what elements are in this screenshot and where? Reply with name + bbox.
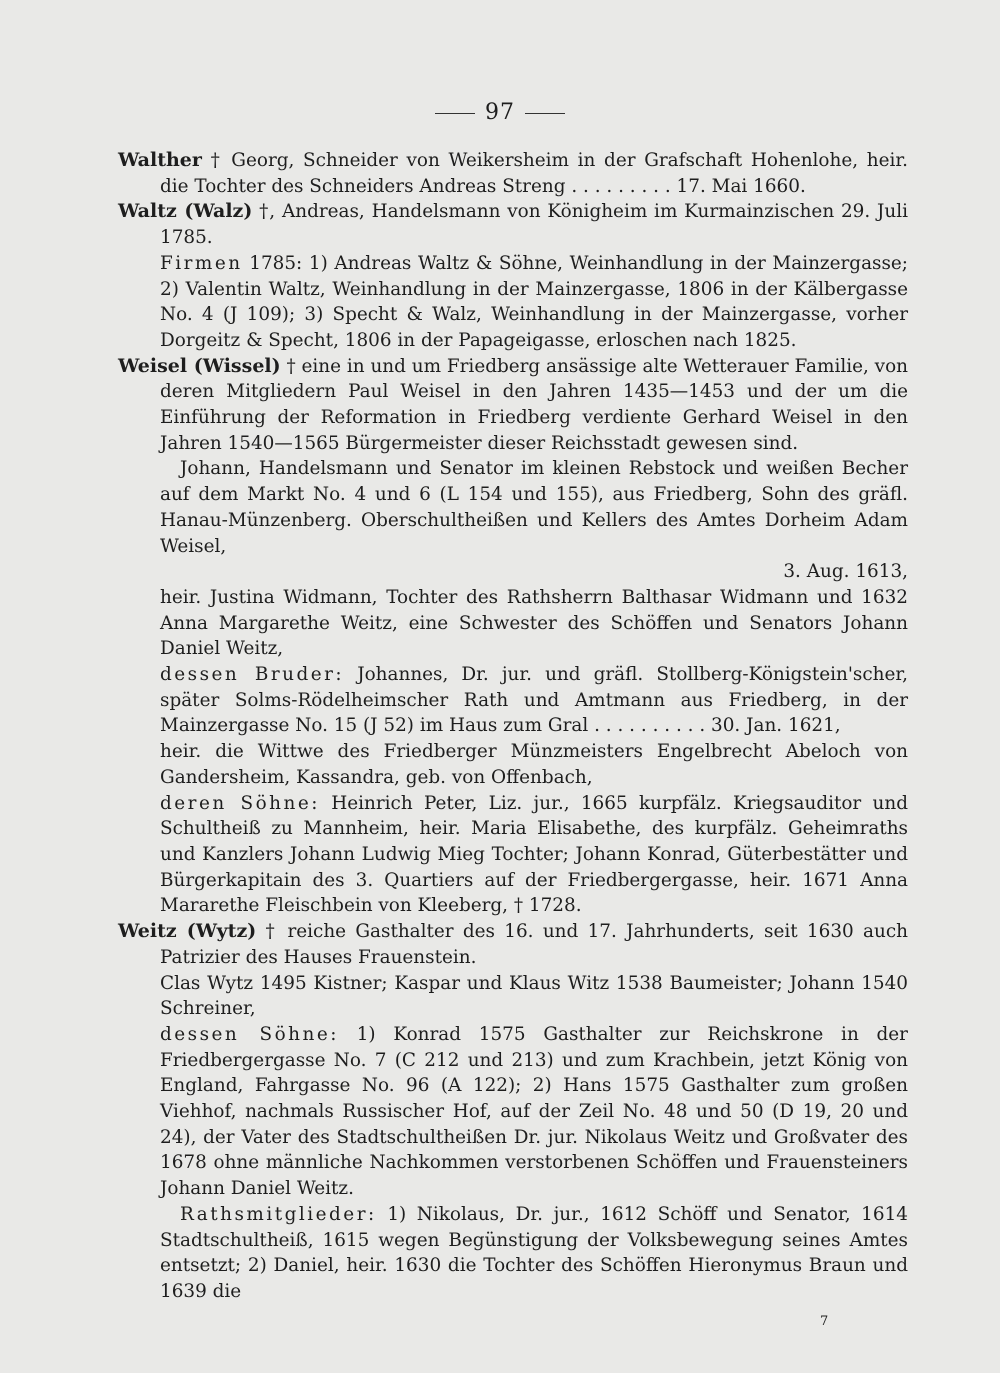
page-number: 97 — [485, 100, 515, 125]
sub-text: 1) Konrad 1575 Gasthalter zur Reichskrone in der Friedbergergasse No. 7 (C 212 und 213) und zum Krachbein, jetzt König von England, Fahrgasse No. 96 (A 122); 2) Hans 1575 Gasthalter zum großen Viehhof, nachmals Russischer Hof, auf der Zeil No. 48 und 50 (D 19, 20 und 24), der Vater des Stadtschultheißen Dr. jur. Nikolaus Weitz und Großvater des 1678 ohne männliche Nachkommen verstorbenen Schöffen und Frauensteiners Johann Daniel Weitz. — [160, 1023, 908, 1200]
header-rule-left — [435, 113, 475, 114]
sub-text: heir. Justina Widmann, Tochter des Rathsherrn Balthasar Widmann und 1632 Anna Margarethe Weitz, eine Schwester des Schöffen und Senators Johann Daniel Weitz, — [160, 586, 908, 660]
sub-label: deren Söhne: — [160, 792, 320, 814]
entry-subparagraph — [118, 662, 908, 739]
headword: Weisel (Wissel) — [118, 354, 281, 377]
signature-mark: 7 — [820, 1314, 829, 1329]
headword: Walther — [118, 149, 202, 171]
entry-walther — [118, 148, 908, 199]
entry-subparagraph — [118, 971, 908, 1022]
entry-subparagraph — [118, 791, 908, 920]
page-header — [0, 100, 1000, 125]
sub-text: Johannes, Dr. jur. und gräfl. Stollberg-Königstein'scher, später Solms-Rödelheimscher Rath und Amtmann aus Friedberg, in der Mainzergasse No. 15 (J 52) im Haus zum Gral . . . . . . . . . . 30. Jan. 1621, — [160, 664, 908, 737]
sub-text: Heinrich Peter, Liz. jur., 1665 kurpfälz. Kriegsauditor und Schultheiß zu Mannheim, heir. Maria Elisabethe, des kurpfälz. Geheimraths und Kanzlers Johann Ludwig Mieg Tochter; Johann Konrad, Güterbestätter und Bürgerkapitain des 3. Quartiers auf der Friedbergergasse, heir. 1671 Anna Mararethe Fleischbein von Kleeberg, † 1728. — [160, 792, 908, 917]
sub-text: Clas Wytz 1495 Kistner; Kaspar und Klaus Witz 1538 Baumeister; Johann 1540 Schreiner, — [160, 972, 908, 1020]
entry-text: † eine in und um Friedberg ansässige alte Wetterauer Familie, von deren Mitgliedern Paul Weisel in den Jahren 1435—1453 und der um die Einführung der Reformation in Friedberg verdiente Gerhard Weisel in den Jahren 1540—1565 Bürgermeister dieser Reichsstadt gewesen sind. — [160, 355, 908, 454]
sub-text: 3. Aug. 1613, — [783, 561, 908, 583]
entry-subparagraph — [118, 585, 908, 662]
entry-text: †, Andreas, Handelsmann von Königheim im Kurmainzischen 29. Juli 1785. — [160, 201, 908, 249]
sub-label: Firmen — [160, 252, 243, 274]
entry-subparagraph — [118, 1022, 908, 1202]
headword: Weitz (Wytz) — [118, 920, 257, 943]
sub-label: dessen Söhne: — [160, 1023, 339, 1045]
sub-text: 1785: 1) Andreas Waltz & Söhne, Weinhandlung in der Mainzergasse; 2) Valentin Waltz, Weinhandlung in der Mainzergasse, 1806 in der Kälbergasse No. 4 (J 109); 3) Specht & Walz, Weinhandlung in der Mainzergasse, vorher Dorgeitz & Specht, 1806 in der Papageigasse, erloschen nach 1825. — [160, 252, 908, 351]
entry-subparagraph — [118, 1202, 908, 1305]
headword: Waltz (Walz) — [118, 200, 253, 223]
entry-subparagraph — [118, 251, 908, 354]
entry-subparagraph — [118, 456, 908, 559]
entry-text: † reiche Gasthalter des 16. und 17. Jahrhunderts, seit 1630 auch Patrizier des Hauses Frauenstein. — [160, 921, 908, 968]
header-rule-right — [525, 113, 565, 114]
entry-text: † Georg, Schneider von Weikersheim in der Grafschaft Hohenlohe, heir. die Tochter des Schneiders Andreas Streng . . . . . . . . . 17. Mai 1660. — [160, 150, 908, 197]
entry-waltz — [118, 199, 908, 250]
page-content — [118, 148, 908, 1305]
sub-text: 1) Nikolaus, Dr. jur., 1612 Schöff und Senator, 1614 Stadtschultheiß, 1615 wegen Begünstigung der Volksbewegung seines Amtes entsetzt; 2) Daniel, heir. 1630 die Tochter des Schöffen Hieronymus Braun und 1639 die — [160, 1203, 908, 1302]
sub-text: Johann, Handelsmann und Senator im kleinen Rebstock und weißen Becher auf dem Markt No. 4 und 6 (L 154 und 155), aus Friedberg, Sohn des gräfl. Hanau-Münzenberg. Oberschultheißen und Kellers des Amtes Dorheim Adam Weisel, — [160, 458, 908, 557]
sub-label: dessen Bruder: — [160, 664, 345, 686]
entry-date-line — [118, 559, 908, 585]
entry-weitz — [118, 919, 908, 970]
entry-subparagraph — [118, 739, 908, 790]
entry-weisel — [118, 354, 908, 457]
sub-label: Rathsmitglieder: — [180, 1203, 377, 1225]
sub-text: heir. die Wittwe des Friedberger Münzmeisters Engelbrecht Abeloch von Gandersheim, Kassandra, geb. von Offenbach, — [160, 741, 908, 788]
